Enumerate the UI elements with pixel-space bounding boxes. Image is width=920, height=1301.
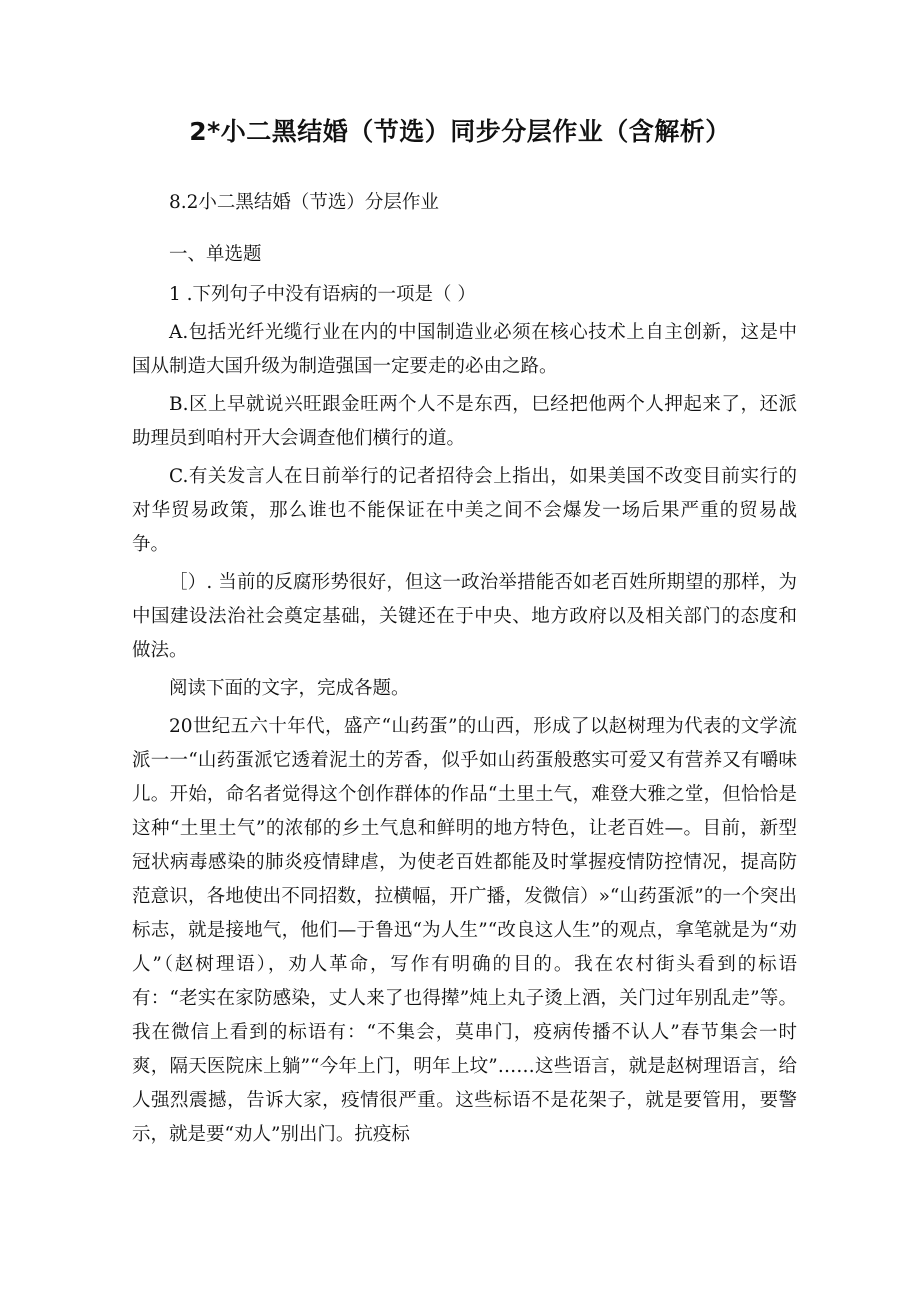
reading-passage: 20世纪五六十年代，盛产“山药蛋”的山西，形成了以赵树理为代表的文学流派一一“山药蛋派它透着泥土的芳香，似乎如山药蛋般憨实可爱又有营养又有嚼味儿。开始，命名者觉得这个创作群体的作品“土里土气，难登大雅之堂，但恰恰是这种“土里土气”的浓郁的乡土气息和鲜明的地方特色，让老百姓—。目前，新型冠状病毒感染的肺炎疫情肆虐，为使老百姓都能及时掌握疫情防控情况，提高防范意识，各地使出不同招数，拉横幅，开广播，发微信）»“山药蛋派”的一个突出标志，就是接地气，他们—于鲁迅“为人生”“改良这人生”的观点，拿笔就是为“劝人”（赵树理语），劝人革命，写作有明确的目的。我在农村街头看到的标语有：“老实在家防感染，丈人来了也得撵”炖上丸子烫上酒，关门过年别乱走”等。我在微信上看到的标语有：“不集会，莫串门，疫病传播不认人”春节集会一时爽，隔天医院床上躺”“今年上门，明年上坟”……这些语言，就是赵树理语言，给人强烈震撼，告诉大家，疫情很严重。这些标语不是花架子，就是要管用，要警示，就是要“劝人”别出门。抗疫标 — [132, 716, 797, 1145]
document-body — [132, 186, 797, 1152]
reading-instruction: 阅读下面的文字，完成各题。 — [169, 678, 410, 699]
option-d: ［）. 当前的反腐形势很好，但这一政治举措能否如老百姓所期望的那样，为中国建设法治社会奠定基础，关键还在于中央、地方政府以及相关部门的态度和做法。 — [132, 572, 797, 661]
option-a: A.包括光纤光缆行业在内的中国制造业必须在核心技术上自主创新，这是中国从制造大国升级为制造强国一定要走的必由之路。 — [132, 322, 797, 377]
section-heading: 一、单选题 — [169, 244, 262, 265]
document-title: 2*小二黑结婚（节选）同步分层作业（含解析） — [189, 117, 731, 146]
option-b: B.区上早就说兴旺跟金旺两个人不是东西，巳经把他两个人押起来了，还派助理员到咱村开大会调查他们横行的道。 — [132, 394, 797, 449]
question-1: 1 .下列句子中没有语病的一项是（ ） — [169, 284, 476, 305]
option-c: C.有关发言人在日前举行的记者招待会上指出，如果美国不改变目前实行的对华贸易政策，那么谁也不能保证在中美之间不会爆发一场后果严重的贸易战争。 — [132, 466, 797, 555]
document-subtitle: 8.2小二黑结婚（节选）分层作业 — [169, 192, 439, 213]
